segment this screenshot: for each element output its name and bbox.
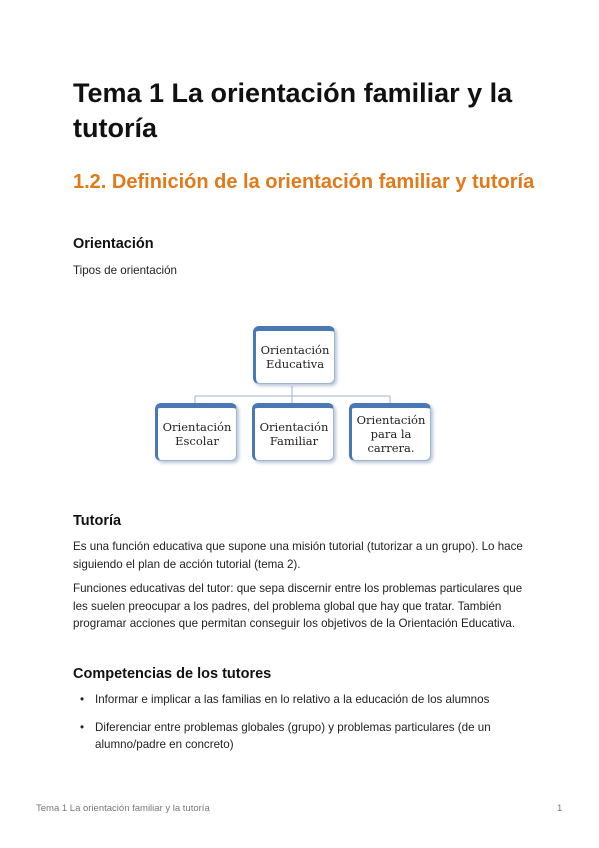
orientacion-subtitle: Tipos de orientación (73, 264, 177, 277)
diagram-node-root (253, 326, 335, 384)
page-number: 1 (557, 803, 563, 814)
heading-orientacion: Orientación (73, 236, 154, 252)
page-title: Tema 1 La orientación familiar y la tutoría (73, 78, 513, 143)
tutoria-paragraph-1: Es una función educativa que supone una misión tutorial (tutorizar a un grupo). Lo hace siguiendo el plan de acción tutorial (tema 2). (73, 540, 523, 571)
diagram-node-label: Orientación Familiar (259, 420, 329, 448)
diagram-node-label: Orientación para la carrera. (356, 413, 426, 455)
heading-competencias: Competencias de los tutores (73, 666, 272, 682)
diagram-node-label: Orientación Escolar (162, 420, 232, 448)
orientation-diagram (153, 326, 453, 476)
list-item: • Diferenciar entre problemas globales (grupo) y problemas particulares (de un alumno/padre en concreto) (73, 719, 528, 754)
diagram-node-escolar (155, 403, 237, 461)
diagram-node-root-label: Orientación Educativa (260, 343, 330, 371)
diagram-node-familiar (252, 403, 334, 461)
section-title: 1.2. Definición de la orientación familiar y tutoría (73, 171, 535, 193)
diagram-node-carrera (349, 403, 431, 461)
list-item: • Informar e implicar a las familias en lo relativo a la educación de los alumnos (73, 691, 528, 709)
competencias-list (73, 691, 528, 764)
tutoria-paragraph-2: Funciones educativas del tutor: que sepa discernir entre los problemas particulares que les suelen preocupar a los padres, del problema global que hay que tratar. También programar acciones que permitan conseguir los objetivos de la Orientación Educativa. (73, 582, 523, 630)
heading-tutoria: Tutoría (73, 513, 122, 529)
footer-text: Tema 1 La orientación familiar y la tutoría (36, 803, 210, 814)
